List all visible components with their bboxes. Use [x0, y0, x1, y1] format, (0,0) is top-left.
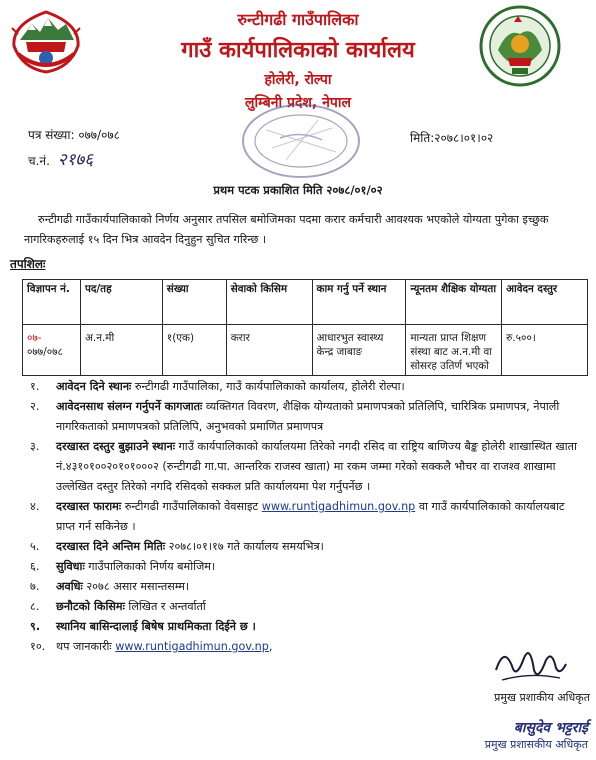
list-item: ८. छनौटको किसिमः लिखित र अन्तर्वार्ता: [30, 600, 206, 613]
list-item: २. आवेदनसाथ संलग्न गर्नुपर्ने कागजातः व्यक्तिगत विवरण, शैक्षिक योग्यताको प्रमाणपत्रको प्रतिलिपि, चारित्रिक प्रमाणपत्र, नेपाली नागरिकताको प्रमाणपत्रको प्रतिलिपि, अनुभवको प्रमाणित प्रमाणपत्र: [30, 400, 560, 433]
office-stamp-icon: [236, 100, 366, 182]
header-qualification: न्यूनतम शैक्षिक योग्यता: [406, 280, 502, 325]
office-name: गाउँ कार्यपालिकाको कार्यालय: [181, 38, 415, 63]
cell-ad-number: ०७- ०७७/०७८: [23, 325, 81, 376]
header-count: संख्या: [162, 280, 226, 325]
table-header-row: [23, 280, 588, 325]
header-fee: आवेदन दस्तुर: [502, 280, 588, 325]
signatory-title: प्रमुख प्रशाकीय अधिकृत: [494, 691, 590, 704]
first-published-date: प्रथम पटक प्रकाशित मिति २०७८/०१/०२: [213, 183, 383, 197]
signature-scribble-icon: [490, 640, 570, 690]
cell-count: १(एक): [162, 325, 226, 376]
intro-paragraph: रुन्टीगढी गाउँकार्यपालिकाको निर्णय अनुसार तपसिल बमोजिमका पदमा करार कर्मचारी आवश्यक भएकोले योग्यता पुगेका इच्छुक नागरिकहरुलाई १५ दिन भित्र आवदेन दिनुहुन सुचित गरिन्छ ।: [24, 213, 549, 246]
cell-fee: रु.५००।: [502, 325, 588, 376]
details-heading: तपशिलः: [10, 257, 46, 271]
list-item: १. आवेदन दिने स्थानः रुन्टीगढी गाउँपालिका, गाउँ कार्यपालिकाको कार्यालय, होलेरी रोल्पा।: [30, 380, 405, 393]
website-link[interactable]: www.runtigadhimun.gov.np: [261, 500, 416, 513]
list-item: १०. थप जानकारीः www.runtigadhimun.gov.np,: [30, 640, 273, 653]
letter-date: मिति:२०७८।०१।०२: [410, 131, 494, 145]
office-address: होलेरी, रोल्पा: [264, 72, 332, 88]
header-ad-number: विज्ञापन नं.: [23, 280, 81, 325]
header-post: पद/तह: [80, 280, 162, 325]
dispatch-number: च.नं. २१७६: [28, 150, 94, 170]
header-service-type: सेवाको किसिम: [226, 280, 312, 325]
municipality-name: रुन्टीगढी गाउँपालिका: [237, 10, 359, 29]
list-item: ३. दरखास्त दस्तुर बुझाउने स्थानः गाउँ कार्यपालिकाको कार्यालयमा तिरेको नगदी रसिद वा राष्ट्रिय बाणिज्य बैङ्क होलेरी शाखास्थित खाता नं.४३१०१००२०१०१०००२ (रुन्टीगढी गा.पा. आन्तरिक राजस्व खाता) मा रकम जम्मा गरेको सक्कलै भौचर वा राजश्व शाखामा उल्लेखित दस्तुर तिरेको नगदि रसिदको सक्कल प्रति कार्यालयमा पेश गर्नुपर्नेछ ।: [30, 440, 577, 493]
cell-service-type: करार: [226, 325, 312, 376]
notice-items-list: [30, 377, 582, 657]
reference-number: पत्र संख्या: ०७७/०७८: [28, 128, 120, 142]
website-link[interactable]: www.runtigadhimun.gov.np: [115, 640, 269, 653]
vacancy-table: [22, 279, 588, 376]
dispatch-number-handwritten: २१७६: [57, 150, 94, 170]
list-item: ९. स्थानिय बासिन्दालाई बिषेष प्राथमिकता दिईने छ ।: [30, 620, 256, 633]
header-work-location: काम गर्नु पर्ने स्थान: [312, 280, 406, 325]
cell-work-location: आधारभुत स्वास्थ्य केन्द्र जाबाङ: [312, 325, 406, 376]
cell-qualification: मान्यता प्राप्त शिक्षण संस्था बाट अ.न.मी वा सोसरह उतिर्ण भएको: [406, 325, 502, 376]
list-item: ५. दरखास्त दिने अन्तिम मितिः २०७८।०१।१७ गते कार्यालय समयभित्र।: [30, 540, 324, 553]
signatory-name: बासुदेव भट्टराई: [513, 720, 588, 736]
list-item: ६. सुविधाः गाउँपालिकाको निर्णय बमोजिम।: [30, 560, 216, 573]
cell-post: अ.न.मी: [80, 325, 162, 376]
list-item: ७. अवधिः २०७८ असार मसान्तसम्म।: [30, 580, 190, 593]
province-country: लुम्बिनी प्रदेश, नेपाल: [245, 95, 351, 111]
list-item: ४. दरखास्त फारामः रुन्टीगढी गाउँपालिकाको वेवसाइट www.runtigadhimun.gov.np वा गाउँ कार्यपालिकाको कार्यालयबाट प्राप्त गर्न सकिनेछ ।: [30, 500, 565, 533]
table-row: [23, 325, 588, 376]
signatory-stamp-title: प्रमुख प्रशासकीय अधिकृत: [484, 738, 588, 751]
